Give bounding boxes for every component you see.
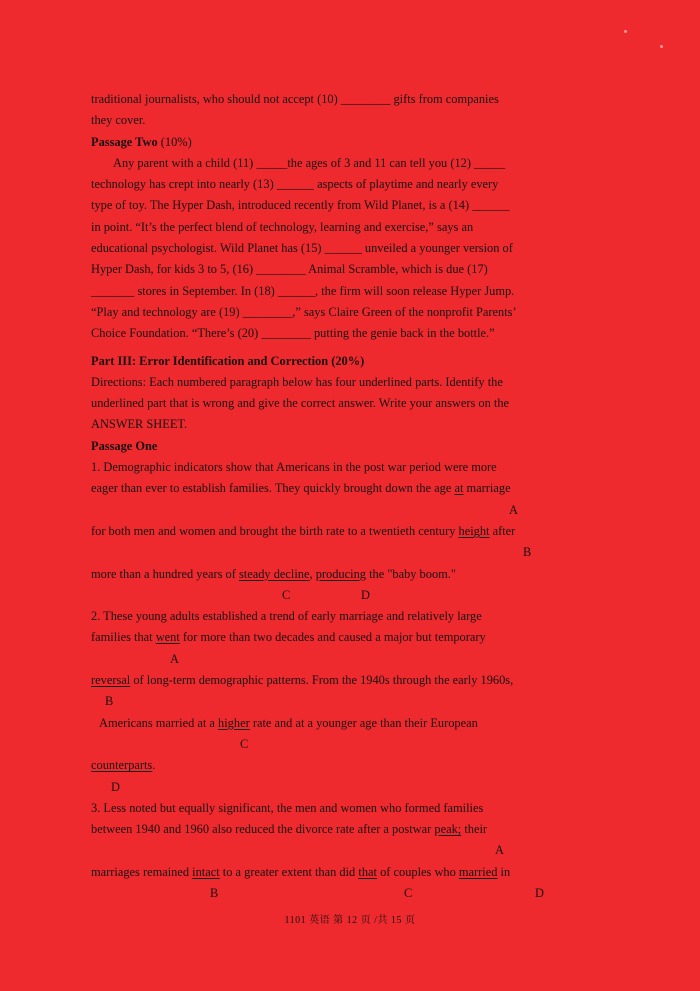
directions-line: underlined part that is wrong and give the correct answer. Write your answers on the: [91, 396, 510, 411]
passage-two-line: educational psychologist. Wild Planet has (15) ______ unveiled a younger version of: [91, 241, 513, 256]
q3-text: their: [464, 822, 488, 837]
q3-option-b: intact: [192, 864, 220, 879]
q1-option-d: producing: [315, 566, 366, 581]
passage-two-line: technology has crept into nearly (13) ______ aspects of playtime and nearly every: [91, 177, 499, 192]
q1-line: [91, 521, 583, 542]
part-three-title: Part III: Error Identification and Correction (20%): [91, 353, 365, 368]
q2-text: .: [152, 758, 156, 773]
marker-a: A: [170, 651, 179, 666]
q1-text: more than a hundred years of: [91, 566, 236, 581]
q1-option-b: height: [458, 523, 490, 538]
marker-d: D: [535, 885, 544, 900]
marker-b: B: [523, 545, 532, 560]
q3-text: to a greater extent than did: [222, 864, 356, 879]
q2-line: 2. These young adults established a trend of early marriage and relatively large: [91, 609, 482, 624]
q1-text: eager than ever to establish families. They quickly brought down the age: [91, 481, 452, 496]
passage-one-continuation-line: traditional journalists, who should not accept (10) ________ gifts from companies: [91, 92, 499, 106]
q1-text: for both men and women and brought the birth rate to a twentieth century: [91, 523, 456, 538]
directions-line: Directions: Each numbered paragraph below has four underlined parts. Identify the: [91, 374, 503, 389]
q2-text: rate and at a younger age than their European: [252, 715, 478, 730]
marker-c: C: [404, 885, 413, 900]
marker-c: C: [282, 587, 291, 602]
q1-option-a: at: [454, 481, 464, 496]
q1-text: marriage: [466, 481, 511, 496]
marker-b: B: [105, 694, 114, 709]
q3-text: between 1940 and 1960 also reduced the divorce rate after a postwar: [91, 822, 432, 837]
passage-two-line: _______ stores in September. In (18) ______, the firm will soon release Hyper Jump.: [91, 283, 515, 298]
q3-text: marriages remained: [91, 864, 190, 879]
q3-line: [91, 819, 583, 840]
passage-two-heading: [91, 132, 583, 153]
directions-line: ANSWER SHEET.: [91, 417, 188, 432]
q2-option-b: reversal: [91, 673, 131, 688]
q2-line: [91, 670, 583, 691]
q1-text: ,: [309, 566, 313, 581]
q2-line: [91, 755, 583, 776]
q3-line: 3. Less noted but equally significant, the men and women who formed families: [91, 800, 484, 815]
marker-a: A: [495, 843, 504, 858]
q1-text: the "baby boom.": [369, 566, 456, 581]
q2-line: [91, 713, 583, 734]
q3-text: of couples who: [380, 864, 456, 879]
q2-text: for more than two decades and caused a major but temporary: [182, 630, 486, 645]
q2-text: Americans married at a: [99, 715, 215, 730]
q1-line: [91, 478, 583, 499]
passage-two-line: “Play and technology are (19) ________,” says Claire Green of the nonprofit Parents’: [91, 304, 517, 319]
scan-speck: [624, 30, 627, 33]
q2-option-d: counterparts: [91, 758, 153, 773]
marker-a: A: [509, 502, 518, 517]
q1-line: 1. Demographic indicators show that Americans in the post war period were more: [91, 460, 497, 475]
q2-text: of long-term demographic patterns. From the 1940s through the early 1960s,: [133, 673, 514, 688]
q2-marker-row: [91, 734, 583, 755]
q3-text: in: [500, 864, 511, 879]
q2-option-c: higher: [218, 715, 250, 730]
q2-marker-row: [91, 649, 583, 670]
passage-two-line: Any parent with a child (11) _____the ages of 3 and 11 can tell you (12) _____: [113, 155, 506, 170]
q1-marker-row: [91, 500, 583, 521]
marker-d: D: [111, 779, 120, 794]
scan-speck: [660, 45, 663, 48]
passage-one-continuation-end: they cover.: [91, 113, 146, 128]
q2-marker-row: [91, 691, 583, 712]
marker-c: C: [240, 736, 249, 751]
passage-two-title: Passage Two: [91, 134, 158, 149]
q1-line: [91, 564, 583, 585]
page-footer: 1101 英语 第 12 页 /共 15 页: [284, 915, 416, 926]
q2-text: families that: [91, 630, 153, 645]
q2-option-a: went: [155, 630, 180, 645]
q3-marker-row: [91, 883, 583, 904]
exam-page: [91, 89, 583, 904]
passage-two-weight: (10%): [160, 134, 192, 149]
q3-option-d: married: [458, 864, 498, 879]
q3-line: [91, 862, 583, 883]
q2-line: [91, 627, 583, 648]
q1-marker-row: [91, 585, 583, 606]
q3-marker-row: [91, 840, 583, 861]
q1-option-c: steady decline: [238, 566, 310, 581]
q3-option-a: peak;: [434, 822, 462, 837]
passage-two-line: Hyper Dash, for kids 3 to 5, (16) ________ Animal Scramble, which is due (17): [91, 262, 488, 277]
marker-d: D: [361, 587, 370, 602]
passage-two-line: type of toy. The Hyper Dash, introduced recently from Wild Planet, is a (14) ______: [91, 198, 510, 213]
q3-option-c: that: [358, 864, 377, 879]
q2-marker-row: [91, 777, 583, 798]
passage-two-line: in point. “It’s the perfect blend of technology, learning and exercise,” says an: [91, 219, 474, 234]
passage-two-line: Choice Foundation. “There’s (20) ________ putting the genie back in the bottle.”: [91, 326, 495, 341]
marker-b: B: [210, 885, 219, 900]
q1-marker-row: [91, 542, 583, 563]
q1-text: after: [492, 523, 516, 538]
passage-one-heading: Passage One: [91, 438, 158, 453]
